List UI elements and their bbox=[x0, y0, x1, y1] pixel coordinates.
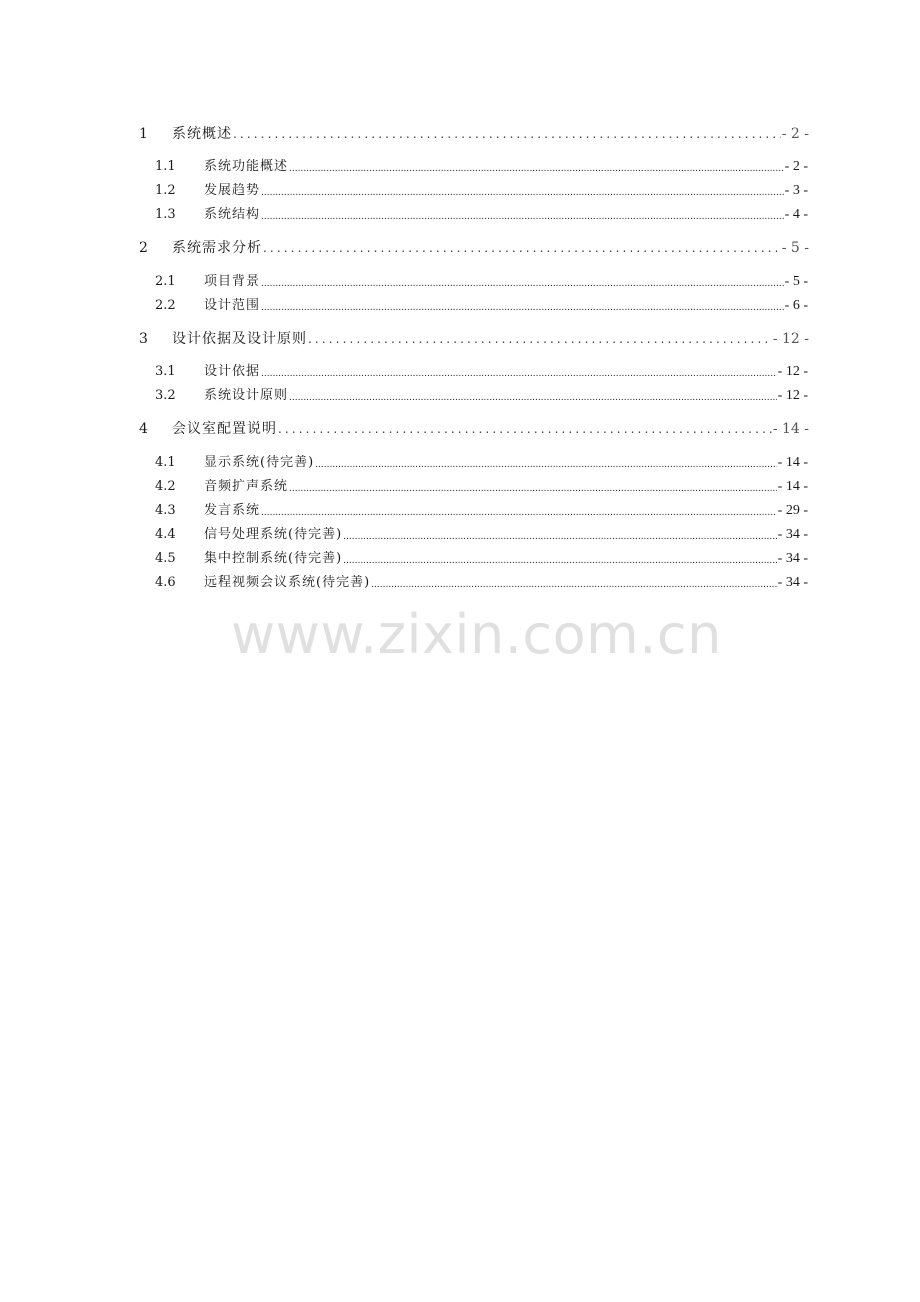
toc-page-number: - 14 - bbox=[777, 455, 808, 470]
toc-number: 1.1 bbox=[155, 159, 176, 174]
toc-title: 系统结构 bbox=[204, 207, 261, 222]
toc-title: 集中控制系统(待完善) bbox=[204, 551, 343, 566]
dot-leader bbox=[261, 272, 784, 292]
toc-entry-1-1[interactable] bbox=[155, 157, 808, 177]
toc-entry-4-6[interactable] bbox=[155, 573, 808, 593]
toc-title: 会议室配置说明 bbox=[172, 421, 277, 437]
dot-leader bbox=[343, 549, 777, 569]
toc-number: 2 bbox=[139, 240, 148, 256]
toc-entry-4-1[interactable] bbox=[155, 453, 808, 473]
toc-page-number: - 6 - bbox=[784, 298, 808, 313]
dot-leader bbox=[278, 419, 772, 439]
toc-page-number: - 34 - bbox=[777, 575, 808, 590]
toc-page-number: - 12 - bbox=[772, 331, 809, 347]
toc-number: 4 bbox=[139, 421, 148, 437]
dot-leader bbox=[289, 157, 784, 177]
toc-title: 系统功能概述 bbox=[204, 159, 289, 174]
dot-leader bbox=[261, 296, 784, 316]
toc-entry-1[interactable] bbox=[139, 124, 809, 144]
dot-leader bbox=[315, 453, 777, 473]
dot-leader bbox=[261, 362, 777, 382]
toc-number: 3.2 bbox=[155, 388, 176, 403]
toc-number: 4.2 bbox=[155, 479, 176, 494]
toc-entry-2-1[interactable] bbox=[155, 272, 808, 292]
toc-number: 4.6 bbox=[155, 575, 176, 590]
dot-leader bbox=[261, 205, 784, 225]
watermark: www.zixin.com.cn bbox=[231, 603, 722, 666]
toc-entry-4-5[interactable] bbox=[155, 549, 808, 569]
dot-leader bbox=[233, 124, 781, 144]
toc-page-number: - 34 - bbox=[777, 551, 808, 566]
toc-number: 1.2 bbox=[155, 183, 176, 198]
toc-page-number: - 29 - bbox=[777, 503, 808, 518]
toc-title: 系统设计原则 bbox=[204, 388, 289, 403]
toc-title: 设计依据 bbox=[204, 364, 261, 379]
dot-leader bbox=[261, 501, 777, 521]
toc-number: 3 bbox=[139, 331, 148, 347]
toc-entry-3[interactable] bbox=[139, 329, 809, 349]
toc-title: 设计依据及设计原则 bbox=[172, 331, 307, 347]
toc-number: 3.1 bbox=[155, 364, 176, 379]
toc-page-number: - 14 - bbox=[777, 479, 808, 494]
toc-entry-1-2[interactable] bbox=[155, 181, 808, 201]
toc-page-number: - 2 - bbox=[781, 126, 809, 142]
toc-title: 信号处理系统(待完善) bbox=[204, 527, 343, 542]
dot-leader bbox=[289, 386, 777, 406]
toc-number: 4.5 bbox=[155, 551, 176, 566]
toc-entry-3-2[interactable] bbox=[155, 386, 808, 406]
toc-page-number: - 4 - bbox=[784, 207, 808, 222]
toc-title: 发展趋势 bbox=[204, 183, 261, 198]
toc-entry-4-4[interactable] bbox=[155, 525, 808, 545]
toc-entry-1-3[interactable] bbox=[155, 205, 808, 225]
toc-page-number: - 2 - bbox=[784, 159, 808, 174]
toc-title: 系统需求分析 bbox=[172, 240, 262, 256]
toc-page-number: - 12 - bbox=[777, 364, 808, 379]
toc-title: 设计范围 bbox=[204, 298, 261, 313]
toc-title: 发言系统 bbox=[204, 503, 261, 518]
toc-page-number: - 5 - bbox=[781, 240, 809, 256]
toc-page-number: - 5 - bbox=[784, 274, 808, 289]
toc-title: 系统概述 bbox=[172, 126, 232, 142]
table-of-contents bbox=[0, 0, 920, 620]
toc-entry-3-1[interactable] bbox=[155, 362, 808, 382]
dot-leader bbox=[289, 477, 777, 497]
toc-entry-2-2[interactable] bbox=[155, 296, 808, 316]
toc-title: 项目背景 bbox=[204, 274, 261, 289]
toc-entry-4[interactable] bbox=[139, 419, 809, 439]
toc-title: 显示系统(待完善) bbox=[204, 455, 315, 470]
toc-number: 2.1 bbox=[155, 274, 176, 289]
toc-title: 远程视频会议系统(待完善) bbox=[204, 575, 371, 590]
toc-number: 4.1 bbox=[155, 455, 176, 470]
dot-leader bbox=[261, 181, 784, 201]
dot-leader bbox=[263, 238, 781, 258]
toc-number: 1.3 bbox=[155, 207, 176, 222]
toc-entry-2[interactable] bbox=[139, 238, 809, 258]
toc-entry-4-2[interactable] bbox=[155, 477, 808, 497]
toc-page-number: - 12 - bbox=[777, 388, 808, 403]
toc-page-number: - 14 - bbox=[772, 421, 809, 437]
toc-page-number: - 3 - bbox=[784, 183, 808, 198]
dot-leader bbox=[343, 525, 777, 545]
toc-title: 音频扩声系统 bbox=[204, 479, 289, 494]
toc-page-number: - 34 - bbox=[777, 527, 808, 542]
toc-number: 4.4 bbox=[155, 527, 176, 542]
toc-number: 4.3 bbox=[155, 503, 176, 518]
dot-leader bbox=[308, 329, 772, 349]
toc-number: 1 bbox=[139, 126, 148, 142]
dot-leader bbox=[371, 573, 777, 593]
toc-entry-4-3[interactable] bbox=[155, 501, 808, 521]
toc-number: 2.2 bbox=[155, 298, 176, 313]
